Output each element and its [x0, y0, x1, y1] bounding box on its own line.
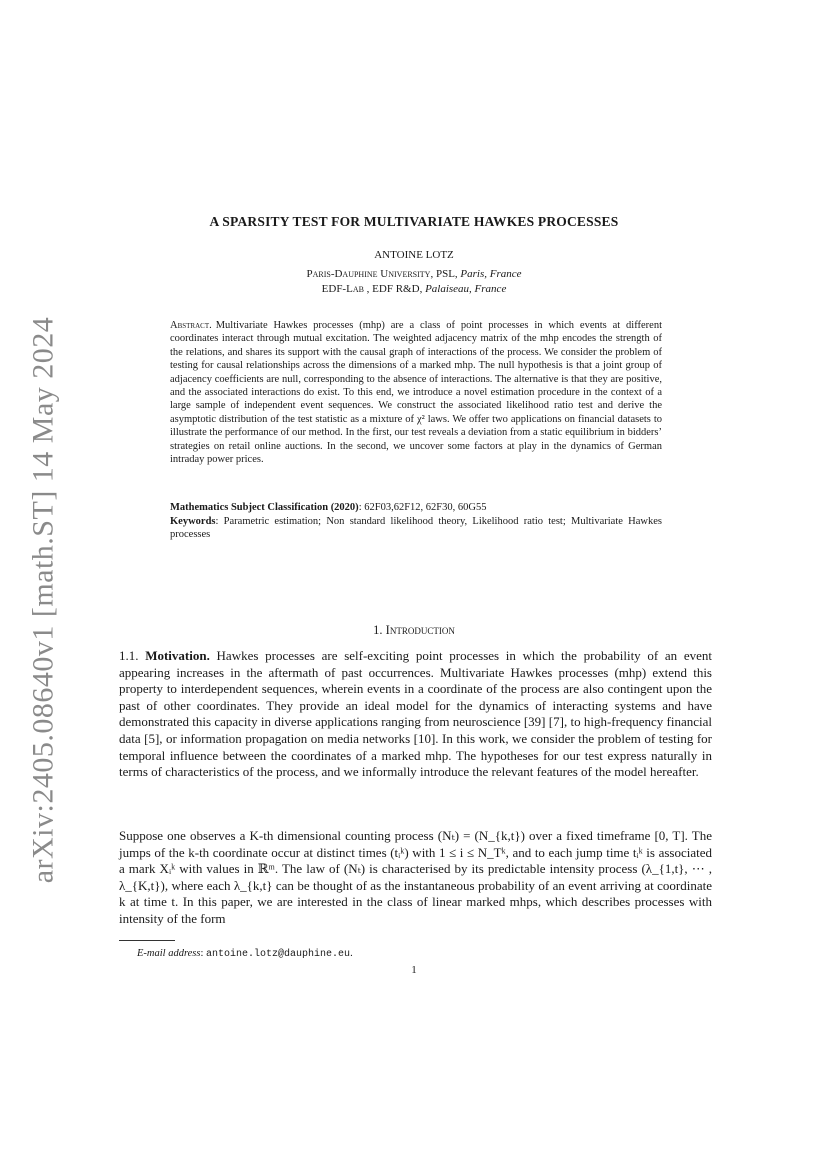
msc-label: Mathematics Subject Classification (2020) — [170, 502, 359, 513]
abstract-heading: Abstract. — [170, 320, 212, 331]
footnote-rule — [119, 940, 175, 941]
arxiv-side-stamp — [18, 316, 68, 884]
motivation-number: 1.1. — [119, 648, 139, 663]
paper-title: A SPARSITY TEST FOR MULTIVARIATE HAWKES PROCESSES — [209, 214, 619, 229]
footnote — [137, 948, 353, 960]
motivation-text: Hawkes processes are self-exciting point processes in which the probability of an event appearing increases in the aftermath of past occurrences. Multivariate Hawkes processes (mhp) extend this property to interdependent sequences, wherein events in a coordinate of the process are also contingent upon the past of other coordinates. They provide an ideal model for the dynamics of interacting systems and have demonstrated this capacity in diverse applications ranging from neuroscience [39] [7], to high-frequency financial data [5], or information propagation on media networks [10]. In this work, we consider the problem of testing for temporal influence between the coordinates of a marked mhp. The hypotheses for our test express naturally in terms of characteristics of the process, and we informally introduce the relevant features of the model hereafter. — [119, 648, 713, 780]
email-address: antoine.lotz@dauphine.eu — [206, 949, 351, 960]
affiliation-2-rest: , — [419, 283, 426, 295]
affiliation-1-place: Paris, France — [460, 268, 522, 280]
msc-value: : 62F03,62F12, 62F30, 60G55 — [358, 502, 487, 513]
footnote-end: . — [350, 948, 353, 959]
msc-classification — [170, 501, 662, 514]
keywords — [170, 515, 662, 542]
motivation-title: Motivation. — [145, 648, 210, 663]
section-heading-text: 1. Introduction — [373, 623, 455, 637]
intro-paragraph-2: Suppose one observes a K-th dimensional counting process (Nₜ) = (N_{k,t}) over a fixed timeframe [0, T]. The jumps of the k-th coordinate occur at distinct times (tᵢᵏ) with 1 ≤ i ≤ N_Tᵏ, and to each jump time tᵢᵏ is associated a mark Xᵢᵏ with values in ℝᵐ. The law of (Nₜ) is characterised by its predictable intensity process (λ_{1,t}, ⋯ , λ_{K,t}), where each λ_{k,t} can be thought of as the instantaneous probability of an event arriving at coordinate k at time t. In this paper, we are interested in the class of linear marked mhps, which describes processes with intensity of the form — [119, 828, 712, 926]
page-number: 1 — [411, 964, 417, 976]
section-heading — [0, 623, 828, 638]
keywords-value: : Parametric estimation; Non standard likelihood theory, Likelihood ratio test; Multivariate Hawkes processes — [170, 516, 662, 541]
affiliation-1 — [0, 268, 828, 280]
affiliation-2-place: Palaiseau, France — [425, 283, 507, 295]
arxiv-stamp-text: arXiv:2405.08640v1 [math.ST] 14 May 2024 — [26, 316, 60, 884]
author-name: ANTOINE LOTZ — [374, 249, 454, 261]
affiliation-2-org: EDF-Lab , EDF R&D — [321, 283, 420, 295]
footnote-label: E-mail address — [137, 948, 201, 959]
affiliation-1-rest: , PSL, — [430, 268, 461, 280]
affiliation-2 — [0, 283, 828, 295]
motivation-paragraph — [119, 648, 712, 781]
keywords-label: Keywords — [170, 516, 216, 527]
affiliation-1-org: Paris-Dauphine University — [306, 268, 431, 280]
abstract — [170, 319, 662, 466]
footnote-sep: : — [200, 948, 207, 959]
abstract-text: Multivariate Hawkes processes (mhp) are a class of point processes in which events at different coordinates interact through mutual excitation. The weighted adjacency matrix of the mhp encodes the strength of the relations, and shares its support with the causal graph of interactions of the process. We consider the problem of testing for causal relationships across the dimensions of a marked mhp. The null hypothesis is that a joint group of adjacency coefficients are null, corresponding to the absence of interactions. The alternative is that they are positive, and the associated interactions do exist. To this end, we introduce a novel estimation procedure in the context of a large sample of independent event sequences. We construct the associated likelihood ratio test and derive the asymptotic distribution of the test statistic as a mixture of χ² laws. We offer two applications on financial datasets to illustrate the performance of our method. In the first, our test reveals a deviation from a static equilibrium in bidders’ strategies on retail online auctions. In the second, we uncover some factors at play in the dynamics of German intraday power prices. — [170, 320, 662, 466]
